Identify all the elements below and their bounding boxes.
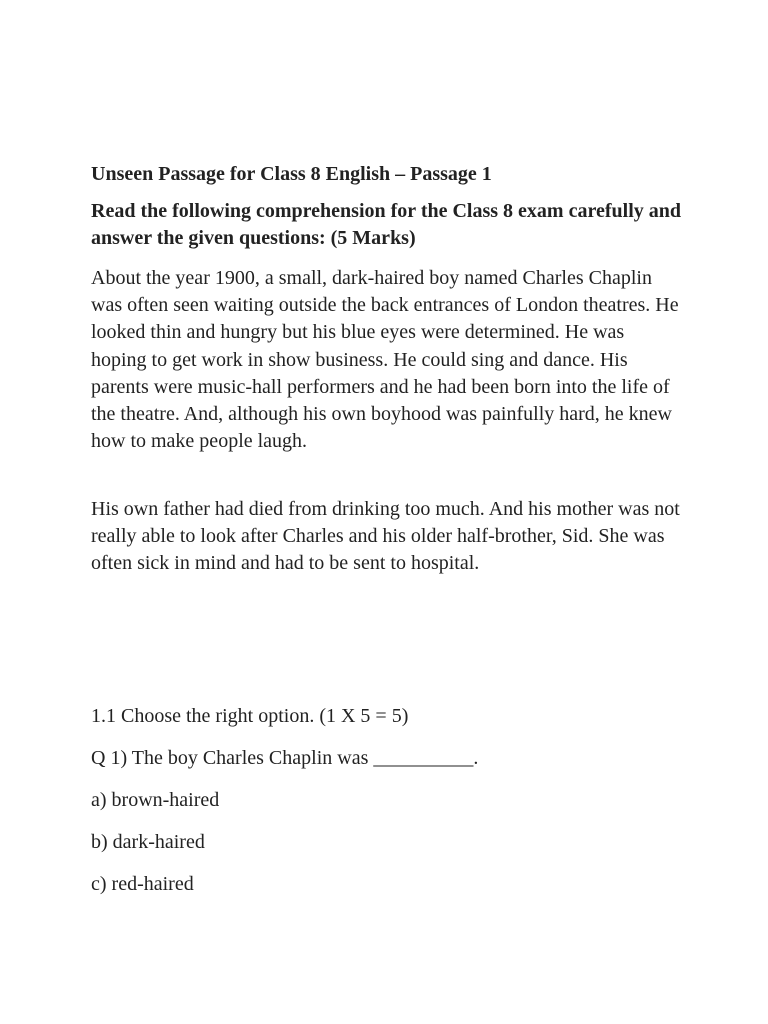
passage-paragraph-2: His own father had died from drinking too much. And his mother was not really able to look after Charles and his older half-brother, Sid. She was often sick in mind and had to be sent to hospital. (91, 498, 680, 575)
passage-title: Unseen Passage for Class 8 English – Passage 1 (91, 163, 492, 185)
passage-paragraph-1: About the year 1900, a small, dark-haired boy named Charles Chaplin was often seen waiting outside the back entrances of London theatres. He looked thin and hungry but his blue eyes were determined. He was hoping to get work in show business. He could sing and dance. His parents were music-hall performers and he had been born into the life of the theatre. And, although his own boyhood was painfully hard, he knew how to make people laugh. (91, 267, 679, 453)
instruction-text: Read the following comprehension for the Class 8 exam carefully and answer the given questions: (5 Marks) (91, 200, 681, 249)
question-1: Q 1) The boy Charles Chaplin was __________. (91, 747, 479, 769)
option-b: b) dark-haired (91, 831, 205, 853)
option-c: c) red-haired (91, 873, 194, 895)
option-a: a) brown-haired (91, 789, 220, 811)
questions-heading: 1.1 Choose the right option. (1 X 5 = 5) (91, 705, 409, 727)
